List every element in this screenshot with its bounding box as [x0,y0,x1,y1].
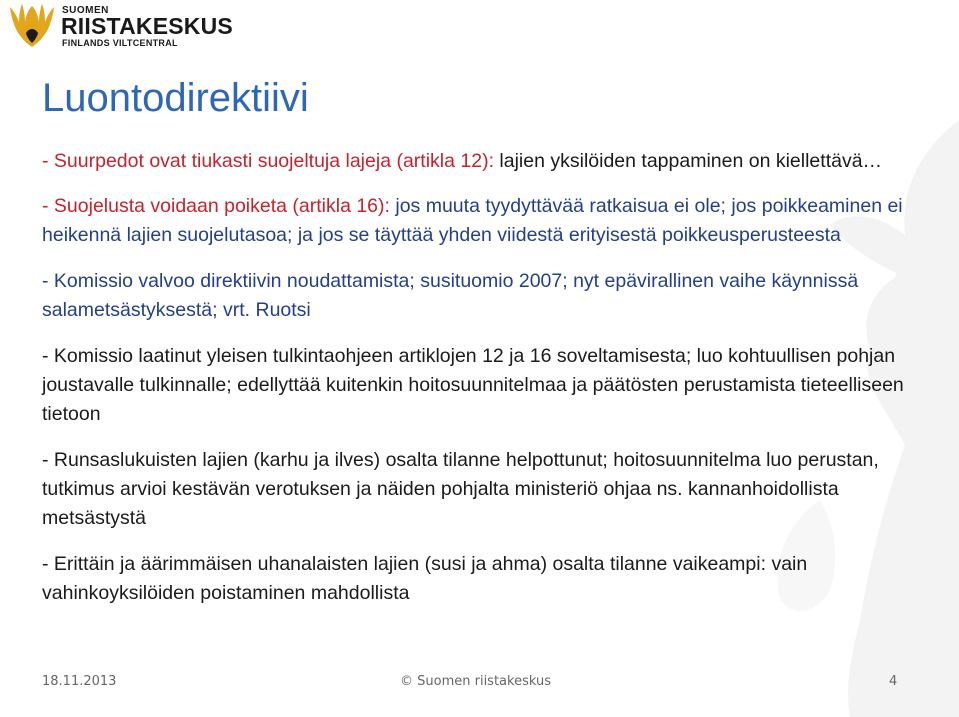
bullet-endangered-species: - Erittäin ja äärimmäisen uhanalaisten lajien (susi ja ahma) osalta tilanne vaikeampi: vain vahinkoyksilöiden poistaminen mahdollista [42,553,808,604]
bullet-strict-protection-text: lajien yksilöiden tappaminen on kiellettävä… [494,150,883,172]
logo-line-3: FINLANDS VILTCENTRAL [62,38,178,48]
bullet-strict-protection [42,147,942,176]
page-number: 4 [889,674,898,689]
slide-title: Luontodirektiivi [42,76,309,120]
logo [6,3,246,49]
footer-copyright: © Suomen riistakeskus [400,674,551,689]
bullet-commission-monitoring: - Komissio valvoo direktiivin noudattamista; susituomio 2007; nyt epävirallinen vaihe käynnissä salametsästyksestä; vrt. Ruotsi [42,270,859,321]
logo-line-2: RIISTAKESKUS [61,13,233,39]
moose-antler-logo-icon [6,3,58,49]
bullet-interpretation-guide: - Komissio laatinut yleisen tulkintaohjeen artiklojen 12 ja 16 soveltamisesta; luo kohtuullisen pohjan joustavalle tulkinnalle; edellyttää kuitenkin hoitosuunnitelmaa ja päätösten perustamista tieteelliseen tietoon [42,345,904,425]
slide-body [42,147,942,608]
bullet-abundant-species: - Runsaslukuisten lajien (karhu ja ilves) osalta tilanne helpottunut; hoitosuunnitelma luo perustan, tutkimus arvioi kestävän verotuksen ja näiden pohjalta ministeriö ohjaa ns. kannanhoidollista metsästystä [42,449,879,529]
footer-date: 18.11.2013 [42,674,117,689]
bullet-derogation [42,192,942,250]
logo-line-1: SUOMEN [62,5,109,16]
bullet-derogation-text: jos muuta tyydyttävää ratkaisua ei ole; jos poikkeaminen ei heikennä lajien suojelutasoa; ja jos se täyttää yhden viidestä erityisestä poikkeusperusteesta [42,195,903,246]
bullet-strict-protection-highlight: - Suurpedot ovat tiukasti suojeltuja lajeja (artikla 12): [42,150,494,172]
bullet-derogation-highlight: - Suojelusta voidaan poiketa (artikla 16): [42,195,390,217]
